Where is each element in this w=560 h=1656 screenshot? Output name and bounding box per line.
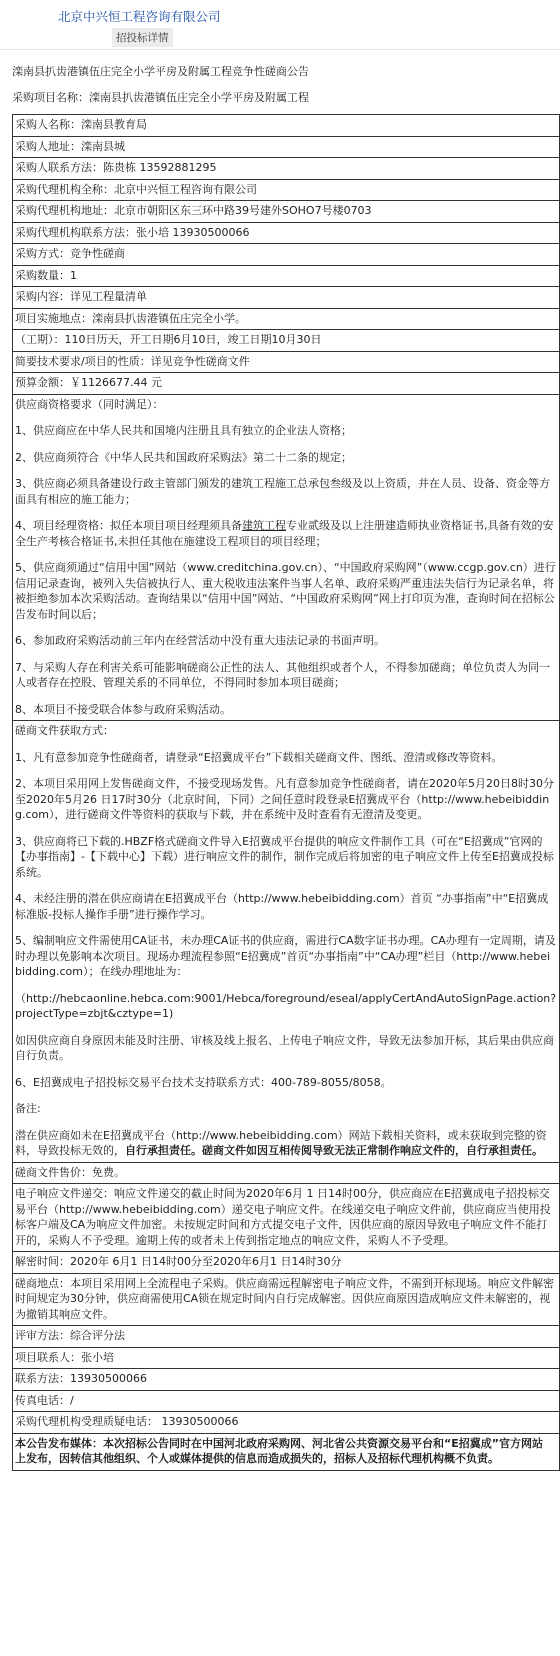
table-row: 项目实施地点：滦南县扒齿港镇伍庄完全小学。 xyxy=(13,308,560,330)
table-row: 传真电话：/ xyxy=(13,1390,560,1412)
document-method-item: 1、凡有意参加竞争性磋商者，请登录“E招冀成平台”下载相关磋商文件、图纸、澄清或修改等资料。 xyxy=(15,750,503,764)
announcement-title: 滦南县扒齿港镇伍庄完全小学平房及附属工程竞争性磋商公告 xyxy=(12,65,309,78)
table-row: 采购人名称：滦南县教育局 xyxy=(13,115,560,137)
table-row: （工期）：110日历天，开工日期6月10日，竣工日期10月30日 xyxy=(13,330,560,352)
announcement-table xyxy=(12,114,560,1471)
table-row: 采购代理机构联系方法：张小培 13930500066 xyxy=(13,222,560,244)
page-header xyxy=(0,0,560,50)
table-row: 电子响应文件递交：响应文件递交的截止时间为2020年6月 1 日14时00分，供应商应在E招冀成电子招投标交易平台（http://www.hebeibidding.com）递交电子响应文件。在线递交电子响应文件前，供应商应当使用投标客户端及CA为响应文件加密。未按规定时间和方式提交电子文件，因供应商的原因导致电子响应文件不能打开的，采购人不予受理。逾期上传的或者未上传到指定地点的响应文件，采购人不予受理。 xyxy=(13,1184,560,1252)
remark-text xyxy=(15,1128,557,1159)
document-method-item: 如因供应商自身原因未能及时注册、审核及线上报名、上传电子响应文件，导致无法参加开标，其后果由供应商自行负责。 xyxy=(15,1033,554,1062)
table-row: 简要技术要求/项目的性质：详见竞争性磋商文件 xyxy=(13,351,560,373)
qualification-item: 5、供应商须通过“信用中国”网站（www.creditchina.gov.cn）、“中国政府采购网”（www.ccgp.gov.cn）进行信用记录查询，被列入失信被执行人、重大税收违法案件当事人名单、政府采购严重违法失信行为记录名单，将被拒绝参加本次采购活动。查询结果以“信用中国”网站、“中国政府采购网”网上打印页为准，查询时间在招标公告发布时间以后； xyxy=(15,561,556,621)
qualification-item: 8、本项目不接受联合体参与政府采购活动。 xyxy=(15,702,231,716)
announcement-body xyxy=(0,50,560,1471)
company-name: 北京中兴恒工程咨询有限公司 xyxy=(58,9,221,24)
document-method-heading: 磋商文件获取方式： xyxy=(15,724,114,737)
qualification-item: 6、参加政府采购活动前三年内在经营活动中没有重大违法记录的书面声明。 xyxy=(15,634,385,647)
project-name: 采购项目名称：滦南县扒齿港镇伍庄完全小学平房及附属工程 xyxy=(12,91,309,104)
table-row: 采购代理机构地址：北京市朝阳区东三环中路39号建外SOHO7号楼0703 xyxy=(13,201,560,223)
table-row: 预算金额：￥1126677.44 元 xyxy=(13,373,560,395)
qualification-item: 7、与采购人存在利害关系可能影响磋商公正性的法人、其他组织或者个人，不得参加磋商；单位负责人为同一人或者存在控股、管理关系的不同单位，不得同时参加本项目磋商； xyxy=(15,660,550,689)
qualification-item: 1、供应商应在中华人民共和国境内注册且具有独立的企业法人资格； xyxy=(15,424,352,437)
remark-bold: 自行承担责任。磋商文件如因互相传阅导致无法正常制作响应文件的，自行承担责任。 xyxy=(125,1144,543,1157)
qualification-heading: 供应商资格要求（同时满足）： xyxy=(15,397,164,411)
table-row: 采购数量：1 xyxy=(13,265,560,287)
document-method-item: 5、编制响应文件需使用CA证书，未办理CA证书的供应商，需进行CA数字证书办理。CA办理有一定周期，请及时办理以免影响本次项目。现场办理流程参照“E招冀成”首页“办事指南”中“CA办理”栏目（http://www.hebeibidding.com）；在线办理地址为： xyxy=(15,934,556,978)
table-row: 项目联系人：张小培 xyxy=(13,1347,560,1369)
media-notice: 本公告发布媒体：本次招标公告同时在中国河北政府采购网、河北省公共资源交易平台和“E招冀成”官方网站 上发布，因转信其他组织、个人或媒体提供的信息而造成损失的，招标人及招标代理机构概不负责。 xyxy=(13,1433,560,1470)
qualification-item: 2、供应商须符合《中华人民共和国政府采购法》第二十二条的规定； xyxy=(15,450,352,464)
table-row: 采购方式：竞争性磋商 xyxy=(13,244,560,266)
page-subtitle: 招投标详情 xyxy=(112,28,173,47)
document-method-item: 4、未经注册的潜在供应商请在E招冀成平台（http://www.hebeibidding.com）首页 “办事指南”中“E招冀成标准版-投标人操作手册”进行操作学习。 xyxy=(15,892,549,921)
table-row: 评审方法：综合评分法 xyxy=(13,1326,560,1348)
qualification-cell xyxy=(13,394,560,721)
remark-label: 备注: xyxy=(15,1102,41,1115)
announcement-intro xyxy=(0,64,560,106)
document-method-cell xyxy=(13,721,560,1163)
header-divider xyxy=(0,49,560,50)
document-method-item: 2、本项目采用网上发售磋商文件，不接受现场发售。凡有意参加竞争性磋商者，请在2020年5月20日8时30分至2020年5月26 日17时30分（北京时间，下同）之间任意时段登录E招冀成平台（http://www.hebeibidding.com），进行磋商文件等资料的获取与下载，并在系统中及时查看有无澄清及变更。 xyxy=(15,777,554,821)
ca-online-link[interactable]: （http://hebcaonline.hebca.com:9001/Hebca/foreground/eseal/applyCertAndAutoSignPage.action?projectType=zbjt&cztype=1) xyxy=(15,991,557,1020)
table-row: 采购内容：详见工程量清单 xyxy=(13,287,560,309)
table-row: 磋商文件售价：免费。 xyxy=(13,1162,560,1184)
document-method-item: 6、E招冀成电子招投标交易平台技术支持联系方式：400-789-8055/8058。 xyxy=(15,1075,392,1089)
table-row: 采购代理机构全称：北京中兴恒工程咨询有限公司 xyxy=(13,179,560,201)
table-row: 采购代理机构受理质疑电话： 13930500066 xyxy=(13,1412,560,1434)
table-row: 采购人联系方法：陈贵栋 13592881295 xyxy=(13,158,560,180)
table-row: 联系方法：13930500066 xyxy=(13,1369,560,1391)
remark-normal: 潜在供应商如未在E招冀成平台（http://www.hebeibidding.com）网站下载相关资料，或未获取到完整的资料，导致投标无效的， xyxy=(15,1128,547,1157)
underlined-term[interactable]: 建筑工程 xyxy=(242,519,286,532)
document-method-item: 3、供应商将已下载的.HBZF格式磋商文件导入E招冀成平台提供的响应文件制作工具（可在“E招冀成”官网的【办事指南】-【下载中心】下载）进行响应文件的制作，制作完成后将加密的电子响应文件上传至E招冀成投标系统。 xyxy=(15,834,554,879)
table-row: 解密时间：2020年 6月1 日14时00分至2020年6月1 日14时30分 xyxy=(13,1252,560,1274)
qualification-item: 4、项目经理资格：拟任本项目项目经理须具备建筑工程专业贰级及以上注册建造师执业资格证书,具备有效的安全生产考核合格证书,未担任其他在施建设工程项目的项目经理； xyxy=(15,519,554,548)
qualification-item: 3、供应商必须具备建设行政主管部门颁发的建筑工程施工总承包叁级及以上资质，并在人员、设备、资金等方面具有相应的施工能力； xyxy=(15,477,550,506)
table-row: 采购人地址：滦南县城 xyxy=(13,136,560,158)
table-row: 磋商地点：本项目采用网上全流程电子采购。供应商需远程解密电子响应文件，不需到开标现场。响应文件解密时间规定为30分钟，供应商需使用CA锁在规定时间内自行完成解密。因供应商原因造成响应文件未解密的，视为撤销其响应文件。 xyxy=(13,1273,560,1326)
